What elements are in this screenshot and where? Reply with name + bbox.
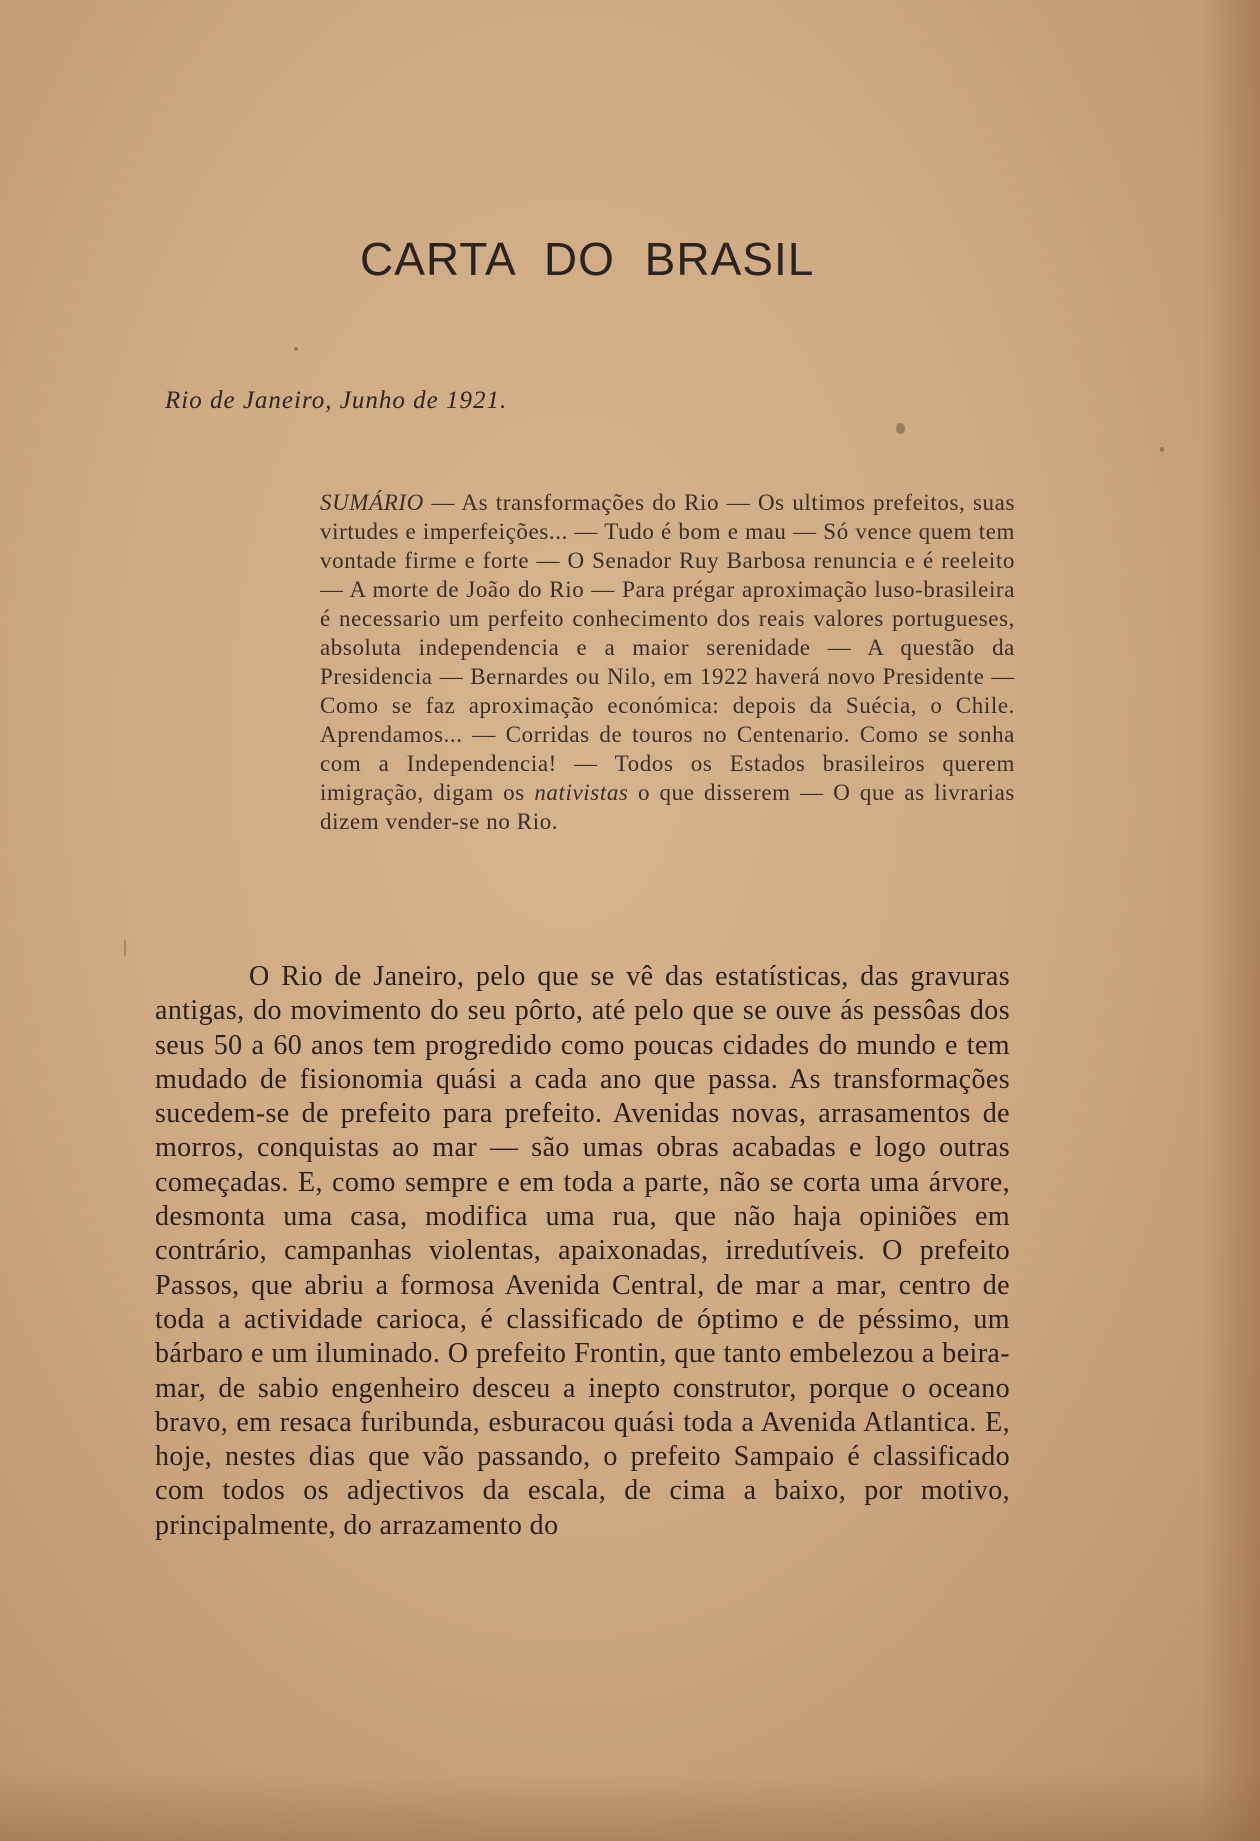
paper-speck bbox=[896, 423, 905, 434]
body-paragraph: O Rio de Janeiro, pelo que se vê das estatísticas, das gravuras antigas, do movimento do seu pôrto, até pelo que se ouve ás pessôas dos seus 50 a 60 anos tem progredido como poucas cidades do mundo e tem mudado de fisionomia quási a cada ano que passa. As transformações sucedem-se de prefeito para prefeito. Avenidas novas, arrasamentos de morros, conquistas ao mar — são umas obras acabadas e logo outras começadas. E, como sempre e em toda a parte, não se corta uma árvore, desmonta uma casa, modifica uma rua, que não haja opiniões em contrário, campanhas violentas, apaixonadas, irredutíveis. O prefeito Passos, que abriu a formosa Avenida Central, de mar a mar, centro de toda a actividade carioca, é classificado de óptimo e de péssimo, um bárbaro e um iluminado. O prefeito Frontin, que tanto embelezou a beira-mar, de sabio engenheiro desceu a inepto construtor, porque o oceano bravo, em resaca furibunda, esburacou quási toda a Avenida Atlantica. E, hoje, nestes dias que vão passando, o prefeito Sampaio é classificado com todos os adjectivos da escala, de cima a baixo, por motivo, principalmente, do arrazamento do bbox=[155, 961, 1010, 1541]
paper-speck bbox=[124, 940, 126, 956]
summary-italic-word: nativistas bbox=[534, 780, 629, 805]
summary-lead: SUMÁRIO bbox=[320, 490, 424, 515]
paper-speck bbox=[294, 347, 298, 351]
dateline: Rio de Janeiro, Junho de 1921. bbox=[165, 387, 508, 414]
page-edge-shadow bbox=[1200, 0, 1260, 1841]
page-title: CARTA DO BRASIL bbox=[360, 233, 815, 285]
summary-text: — As transformações do Rio — Os ultimos prefeitos, suas virtudes e imperfeições... — Tudo é bom e mau — Só vence quem tem vontade firme e forte — O Senador Ruy Barbosa renuncia e é reeleito — A morte de João do Rio — Para prégar aproximação luso-brasileira é necessario um perfeito conhecimento dos reais valores portugueses, absoluta independencia e a maior serenidade — A questão da Presidencia — Bernardes ou Nilo, em 1922 haverá novo Presidente — Como se faz aproximação económica: depois da Suécia, o Chile. Aprendamos... — Corridas de touros no Centenario. Como se sonha com a Independencia! — Todos os Estados brasileiros querem imigração, digam os bbox=[320, 490, 1015, 805]
summary-block bbox=[320, 488, 1015, 836]
summary-text-end: o que disserem — O que as livrarias dizem vender-se no Rio. bbox=[320, 780, 1015, 834]
paper-speck bbox=[1160, 447, 1164, 452]
page-bottom-shadow bbox=[0, 1771, 1260, 1841]
